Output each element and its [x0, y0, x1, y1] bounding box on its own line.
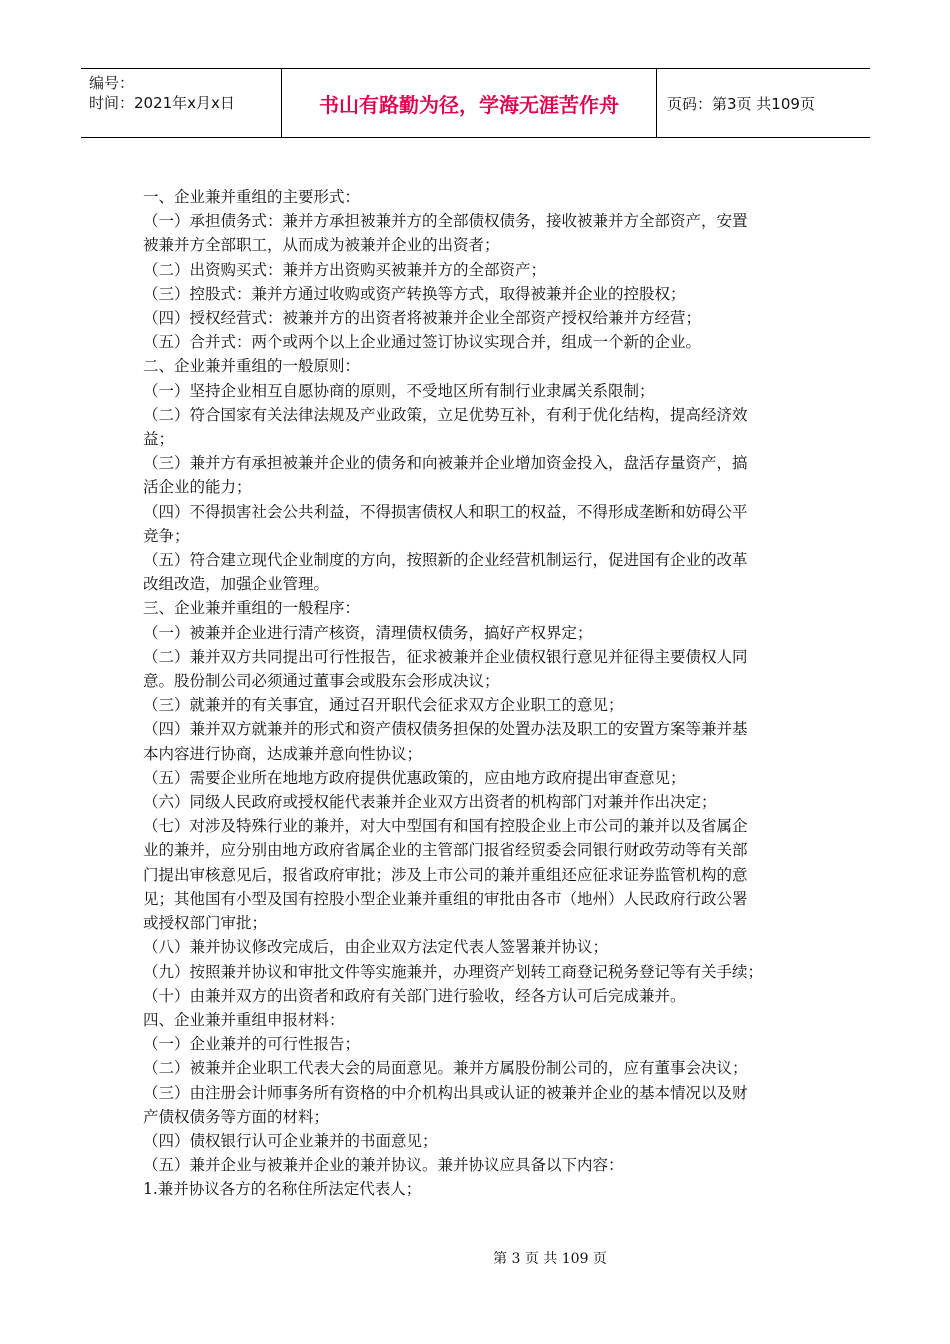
text-line: （三）由注册会计师事务所有资格的中介机构出具或认证的被兼并企业的基本情况以及财	[143, 1083, 748, 1102]
page-header	[81, 68, 870, 138]
text-line: 产债权债务等方面的材料；	[143, 1107, 330, 1126]
text-line: （一）被兼并企业进行清产核资，清理债权债务，搞好产权界定；	[143, 623, 593, 642]
text-line: 改组改造，加强企业管理。	[143, 575, 330, 594]
text-line: （九）按照兼并协议和审批文件等实施兼并，办理资产划转工商登记税务登记等有关手续；	[143, 962, 764, 981]
text-line: 本内容进行协商，达成兼并意向性协议；	[143, 744, 423, 763]
text-line: 一、企业兼并重组的主要形式：	[143, 188, 361, 206]
text-line: （八）兼并协议修改完成后，由企业双方法定代表人签署兼并协议；	[143, 938, 609, 957]
text-line: （二）符合国家有关法律法规及产业政策，立足优势互补，有利于优化结构，提高经济效	[143, 405, 748, 424]
text-line: （三）兼并方有承担被兼并企业的债务和向被兼并企业增加资金投入，盘活存量资产，搞	[143, 454, 748, 473]
text-line: 或授权部门审批；	[143, 914, 268, 933]
header-info-cell	[81, 69, 282, 137]
text-line: 业的兼并，应分别由地方政府省属企业的主管部门报省经贸委会同银行财政劳动等有关部	[143, 841, 748, 860]
text-line: （四）债权银行认可企业兼并的书面意见；	[143, 1131, 438, 1150]
text-line: （二）出资购买式：兼并方出资购买被兼并方的全部资产；	[143, 260, 547, 279]
text-line: （五）符合建立现代企业制度的方向，按照新的企业经营机制运行，促进国有企业的改革	[143, 551, 748, 570]
document-time: 时间：2021年x月x日	[89, 94, 235, 112]
text-line: （五）需要企业所在地地方政府提供优惠政策的，应由地方政府提出审查意见；	[143, 768, 686, 787]
text-line: （二）兼并双方共同提出可行性报告，征求被兼并企业债权银行意见并征得主要债权人同	[143, 647, 748, 666]
text-line: （十）由兼并双方的出资者和政府有关部门进行验收，经各方认可后完成兼并。	[143, 986, 686, 1005]
text-line: 三、企业兼并重组的一般程序：	[143, 599, 361, 618]
document-number: 编号：	[89, 74, 135, 92]
text-line: 意。股份制公司必须通过董事会或股东会形成决议；	[143, 672, 500, 691]
text-line: （七）对涉及特殊行业的兼并，对大中型国有和国有控股企业上市公司的兼并以及省属企	[143, 817, 748, 836]
text-line: （五）合并式：两个或两个以上企业通过签订协议实现合并，组成一个新的企业。	[143, 333, 702, 352]
header-page-info: 页码：第3页 共109页	[667, 94, 815, 113]
text-line: （一）承担债务式：兼并方承担被兼并方的全部债权债务，接收被兼并方全部资产，安置	[143, 212, 748, 231]
header-motto: 书山有路勤为径，学海无涯苦作舟	[282, 69, 657, 137]
text-line: 见；其他国有小型及国有控股小型企业兼并重组的审批由各市（地州）人民政府行政公署	[143, 889, 748, 908]
text-line: 二、企业兼并重组的一般原则：	[143, 357, 361, 376]
text-line: 门提出审核意见后，报省政府审批；涉及上市公司的兼并重组还应征求证券监管机构的意	[143, 865, 748, 884]
text-line: （六）同级人民政府或授权能代表兼并企业双方出资者的机构部门对兼并作出决定；	[143, 793, 717, 812]
text-line: （一）企业兼并的可行性报告；	[143, 1035, 361, 1054]
text-line: 四、企业兼并重组申报材料：	[143, 1010, 345, 1029]
text-line: 1.兼并协议各方的名称住所法定代表人；	[143, 1180, 422, 1199]
text-line: 益；	[143, 430, 175, 449]
text-line: （四）兼并双方就兼并的形式和资产债权债务担保的处置办法及职工的安置方案等兼并基	[143, 720, 748, 739]
text-line: （五）兼并企业与被兼并企业的兼并协议。兼并协议应具备以下内容：	[143, 1156, 624, 1175]
document-body	[143, 185, 815, 1202]
text-line: 活企业的能力；	[143, 478, 252, 497]
text-line: （一）坚持企业相互自愿协商的原则，不受地区所有制行业隶属关系限制；	[143, 381, 655, 400]
text-line: （三）控股式：兼并方通过收购或资产转换等方式，取得被兼并企业的控股权；	[143, 284, 686, 303]
text-line: （二）被兼并企业职工代表大会的局面意见。兼并方属股份制公司的，应有董事会决议；	[143, 1059, 748, 1078]
page-footer: 第 3 页 共 109 页	[493, 1251, 607, 1267]
text-line: （三）就兼并的有关事宜，通过召开职代会征求双方企业职工的意见；	[143, 696, 624, 715]
text-line: （四）不得损害社会公共利益，不得损害债权人和职工的权益，不得形成垄断和妨碍公平	[143, 502, 748, 521]
text-line: 被兼并方全部职工，从而成为被兼并企业的出资者；	[143, 236, 500, 255]
text-line: 竞争；	[143, 526, 190, 545]
text-line: （四）授权经营式：被兼并方的出资者将被兼并企业全部资产授权给兼并方经营；	[143, 309, 702, 328]
